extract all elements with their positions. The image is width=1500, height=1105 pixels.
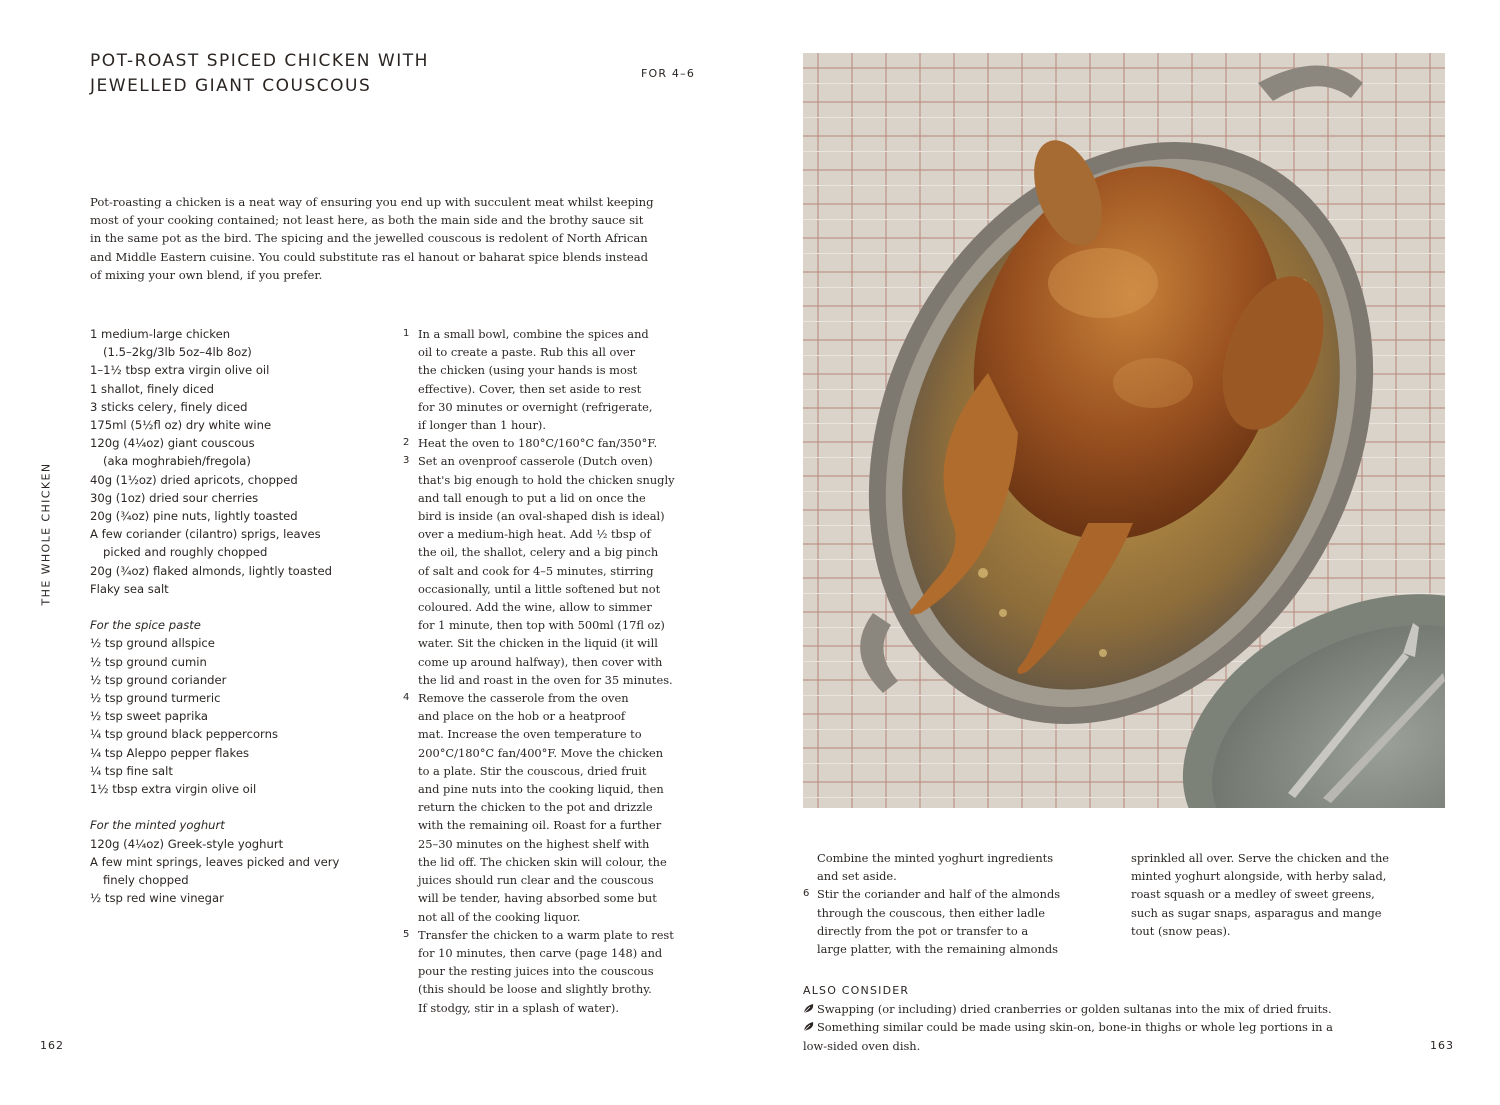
method-line: with the remaining oil. Roast for a further <box>418 818 662 833</box>
ingredient: 40g (1½oz) dried apricots, chopped <box>90 472 298 487</box>
ingredient-spacer <box>90 598 385 616</box>
recipe-title-line: POT-ROAST SPICED CHICKEN WITH <box>90 51 429 71</box>
recipe-title-line: JEWELLED GIANT COUSCOUS <box>90 76 372 96</box>
method-line: Stir the coriander and half of the almonds <box>817 887 1061 902</box>
also-consider-text: low-sided oven dish. <box>803 1038 921 1053</box>
method-line: If stodgy, stir in a splash of water). <box>418 1000 619 1015</box>
ingredient: 120g (4¼oz) Greek-style yoghurt <box>90 836 284 851</box>
also-consider <box>803 982 1443 1055</box>
method-line: the lid and roast in the oven for 35 minutes. <box>418 672 673 687</box>
method-line: Transfer the chicken to a warm plate to rest <box>418 927 674 942</box>
ingredient: ½ tsp ground cumin <box>90 654 207 669</box>
method-line: that's big enough to hold the chicken snugly <box>418 472 675 487</box>
step-number: 4 <box>403 692 410 704</box>
method-line: not all of the cooking liquor. <box>418 909 581 924</box>
method-step-1 <box>403 325 703 434</box>
method-line: pour the resting juices into the couscous <box>418 964 654 979</box>
also-consider-item <box>803 1000 1443 1018</box>
also-consider-text: Swapping (or including) dried cranberries or golden sultanas into the mix of dried fruits. <box>817 1002 1332 1017</box>
method-line: and set aside. <box>817 869 897 884</box>
method-line: Set an ovenproof casserole (Dutch oven) <box>418 454 653 469</box>
ingredient: (1.5–2kg/3lb 5oz–4lb 8oz) <box>103 345 252 360</box>
method-line: bird is inside (an oval-shaped dish is ideal) <box>418 509 665 524</box>
method-line: tout (snow peas). <box>1131 923 1231 938</box>
chicken-photo <box>803 53 1445 808</box>
ingredient: 30g (1oz) dried sour cherries <box>90 490 259 505</box>
ingredient: finely chopped <box>103 873 189 888</box>
also-consider-item <box>803 1018 1443 1054</box>
ingredient: ½ tsp sweet paprika <box>90 709 208 724</box>
ingredient: ¼ tsp fine salt <box>90 763 173 778</box>
method-line: 25–30 minutes on the highest shelf with <box>418 836 650 851</box>
method-line: come up around halfway), then cover with <box>418 654 663 669</box>
method-line: roast squash or a medley of sweet greens, <box>1131 887 1375 902</box>
method-line: if longer than 1 hour). <box>418 418 546 433</box>
method-continued-col3 <box>1131 849 1431 940</box>
also-consider-heading: ALSO CONSIDER <box>803 984 910 997</box>
ingredients-list <box>90 325 385 907</box>
method-steps <box>403 325 703 1017</box>
ingredient: ½ tsp ground allspice <box>90 636 215 651</box>
method-line: sprinkled all over. Serve the chicken and the <box>1131 851 1390 865</box>
ingredient: ½ tsp ground coriander <box>90 672 227 687</box>
ingredient: picked and roughly chopped <box>103 545 268 560</box>
intro-line: and Middle Eastern cuisine. You could substitute ras el hanout or baharat spice blends instead <box>90 249 649 264</box>
method-line: for 1 minute, then top with 500ml (17fl oz) <box>418 618 665 633</box>
method-line: over a medium-high heat. Add ½ tbsp of <box>418 527 651 542</box>
page-number-left: 162 <box>40 1039 64 1052</box>
method-line: (this should be loose and slightly brothy. <box>418 982 652 997</box>
method-line: Combine the minted yoghurt ingredients <box>817 851 1054 865</box>
method-line: mat. Increase the oven temperature to <box>418 727 642 742</box>
method-line: the oil, the shallot, celery and a big pinch <box>418 545 659 560</box>
method-line: water. Sit the chicken in the liquid (it will <box>418 636 658 651</box>
ingredient: 3 sticks celery, finely diced <box>90 399 248 414</box>
method-line: the lid off. The chicken skin will colour, the <box>418 854 667 869</box>
ingredient-subheading: For the spice paste <box>90 618 201 633</box>
method-line: for 10 minutes, then carve (page 148) and <box>418 945 663 960</box>
method-step-4 <box>403 689 703 926</box>
ingredient-subheading: For the minted yoghurt <box>90 818 225 833</box>
ingredient: ½ tsp red wine vinegar <box>90 891 224 906</box>
method-line: 200°C/180°C fan/400°F. Move the chicken <box>418 745 664 760</box>
method-line: return the chicken to the pot and drizzle <box>418 800 653 815</box>
method-line: Heat the oven to 180°C/160°C fan/350°F. <box>418 436 658 451</box>
ingredient: 175ml (5½fl oz) dry white wine <box>90 418 272 433</box>
intro-line: in the same pot as the bird. The spicing and the jewelled couscous is redolent of North African <box>90 231 648 246</box>
method-line: occasionally, until a little softened but not <box>418 581 661 596</box>
method-line: oil to create a paste. Rub this all over <box>418 345 636 360</box>
ingredient: ¼ tsp Aleppo pepper flakes <box>90 745 250 760</box>
step-number: 6 <box>803 888 810 900</box>
method-line: In a small bowl, combine the spices and <box>418 327 649 341</box>
method-line: coloured. Add the wine, allow to simmer <box>418 600 652 615</box>
method-line: to a plate. Stir the couscous, dried fruit <box>418 763 647 778</box>
section-label: THE WHOLE CHICKEN <box>39 462 53 606</box>
method-line: and place on the hob or a heatproof <box>418 709 626 724</box>
method-line: effective). Cover, then set aside to rest <box>418 381 642 396</box>
recipe-title <box>90 49 429 99</box>
step-number: 3 <box>403 455 410 467</box>
method-line: juices should run clear and the couscous <box>418 873 654 888</box>
ingredient: 1 shallot, finely diced <box>90 381 215 396</box>
method-line: the chicken (using your hands is most <box>418 363 638 378</box>
ingredient: 1–1½ tbsp extra virgin olive oil <box>90 363 270 378</box>
method-line: of salt and cook for 4–5 minutes, stirring <box>418 563 654 578</box>
ingredient: ½ tsp ground turmeric <box>90 691 221 706</box>
ingredient: A few mint springs, leaves picked and very <box>90 854 340 869</box>
method-line: and pine nuts into the cooking liquid, then <box>418 782 664 797</box>
method-step-6 <box>803 885 1078 958</box>
ingredient: 120g (4¼oz) giant couscous <box>90 436 255 451</box>
method-line: large platter, with the remaining almonds <box>817 942 1059 957</box>
ingredient: ¼ tsp ground black peppercorns <box>90 727 278 742</box>
step-number: 5 <box>403 928 410 940</box>
ingredient: (aka moghrabieh/fregola) <box>103 454 251 469</box>
ingredient: Flaky sea salt <box>90 581 169 596</box>
ingredient: A few coriander (cilantro) sprigs, leaves <box>90 527 321 542</box>
intro-line: most of your cooking contained; not least here, as both the main side and the brothy sauce sit <box>90 213 644 228</box>
step-number: 2 <box>403 437 410 449</box>
intro-line: Pot-roasting a chicken is a neat way of ensuring you end up with succulent meat whilst keeping <box>90 195 654 209</box>
ingredient: 1 medium-large chicken <box>90 327 231 341</box>
ingredient: 20g (¾oz) flaked almonds, lightly toasted <box>90 563 332 578</box>
method-line: minted yoghurt alongside, with herby salad, <box>1131 869 1387 884</box>
serves-label: FOR 4–6 <box>641 67 696 80</box>
intro-paragraph <box>90 193 700 284</box>
step-number: 1 <box>403 328 410 339</box>
leaf-icon <box>803 1003 815 1014</box>
method-line: and tall enough to put a lid on once the <box>418 490 646 505</box>
method-line: through the couscous, then either ladle <box>817 905 1045 920</box>
method-line: such as sugar snaps, asparagus and mange <box>1131 905 1382 920</box>
method-continued <box>803 849 1078 958</box>
ingredient: 20g (¾oz) pine nuts, lightly toasted <box>90 509 298 524</box>
method-step-3 <box>403 452 703 689</box>
page-number-right: 163 <box>1430 1039 1454 1052</box>
ingredient: 1½ tbsp extra virgin olive oil <box>90 782 257 797</box>
also-consider-text: Something similar could be made using skin-on, bone-in thighs or whole leg portions in a <box>817 1020 1333 1035</box>
ingredient-spacer <box>90 798 385 816</box>
method-step-2 <box>403 434 703 452</box>
method-step-5 <box>403 926 703 1017</box>
chicken-photo-illustration <box>803 53 1445 808</box>
leaf-icon <box>803 1021 815 1032</box>
method-line: will be tender, having absorbed some but <box>418 891 657 906</box>
method-line: Remove the casserole from the oven <box>418 691 629 706</box>
intro-line: of mixing your own blend, if you prefer. <box>90 267 323 282</box>
method-line: directly from the pot or transfer to a <box>817 923 1029 938</box>
method-line: for 30 minutes or overnight (refrigerate, <box>418 399 653 414</box>
